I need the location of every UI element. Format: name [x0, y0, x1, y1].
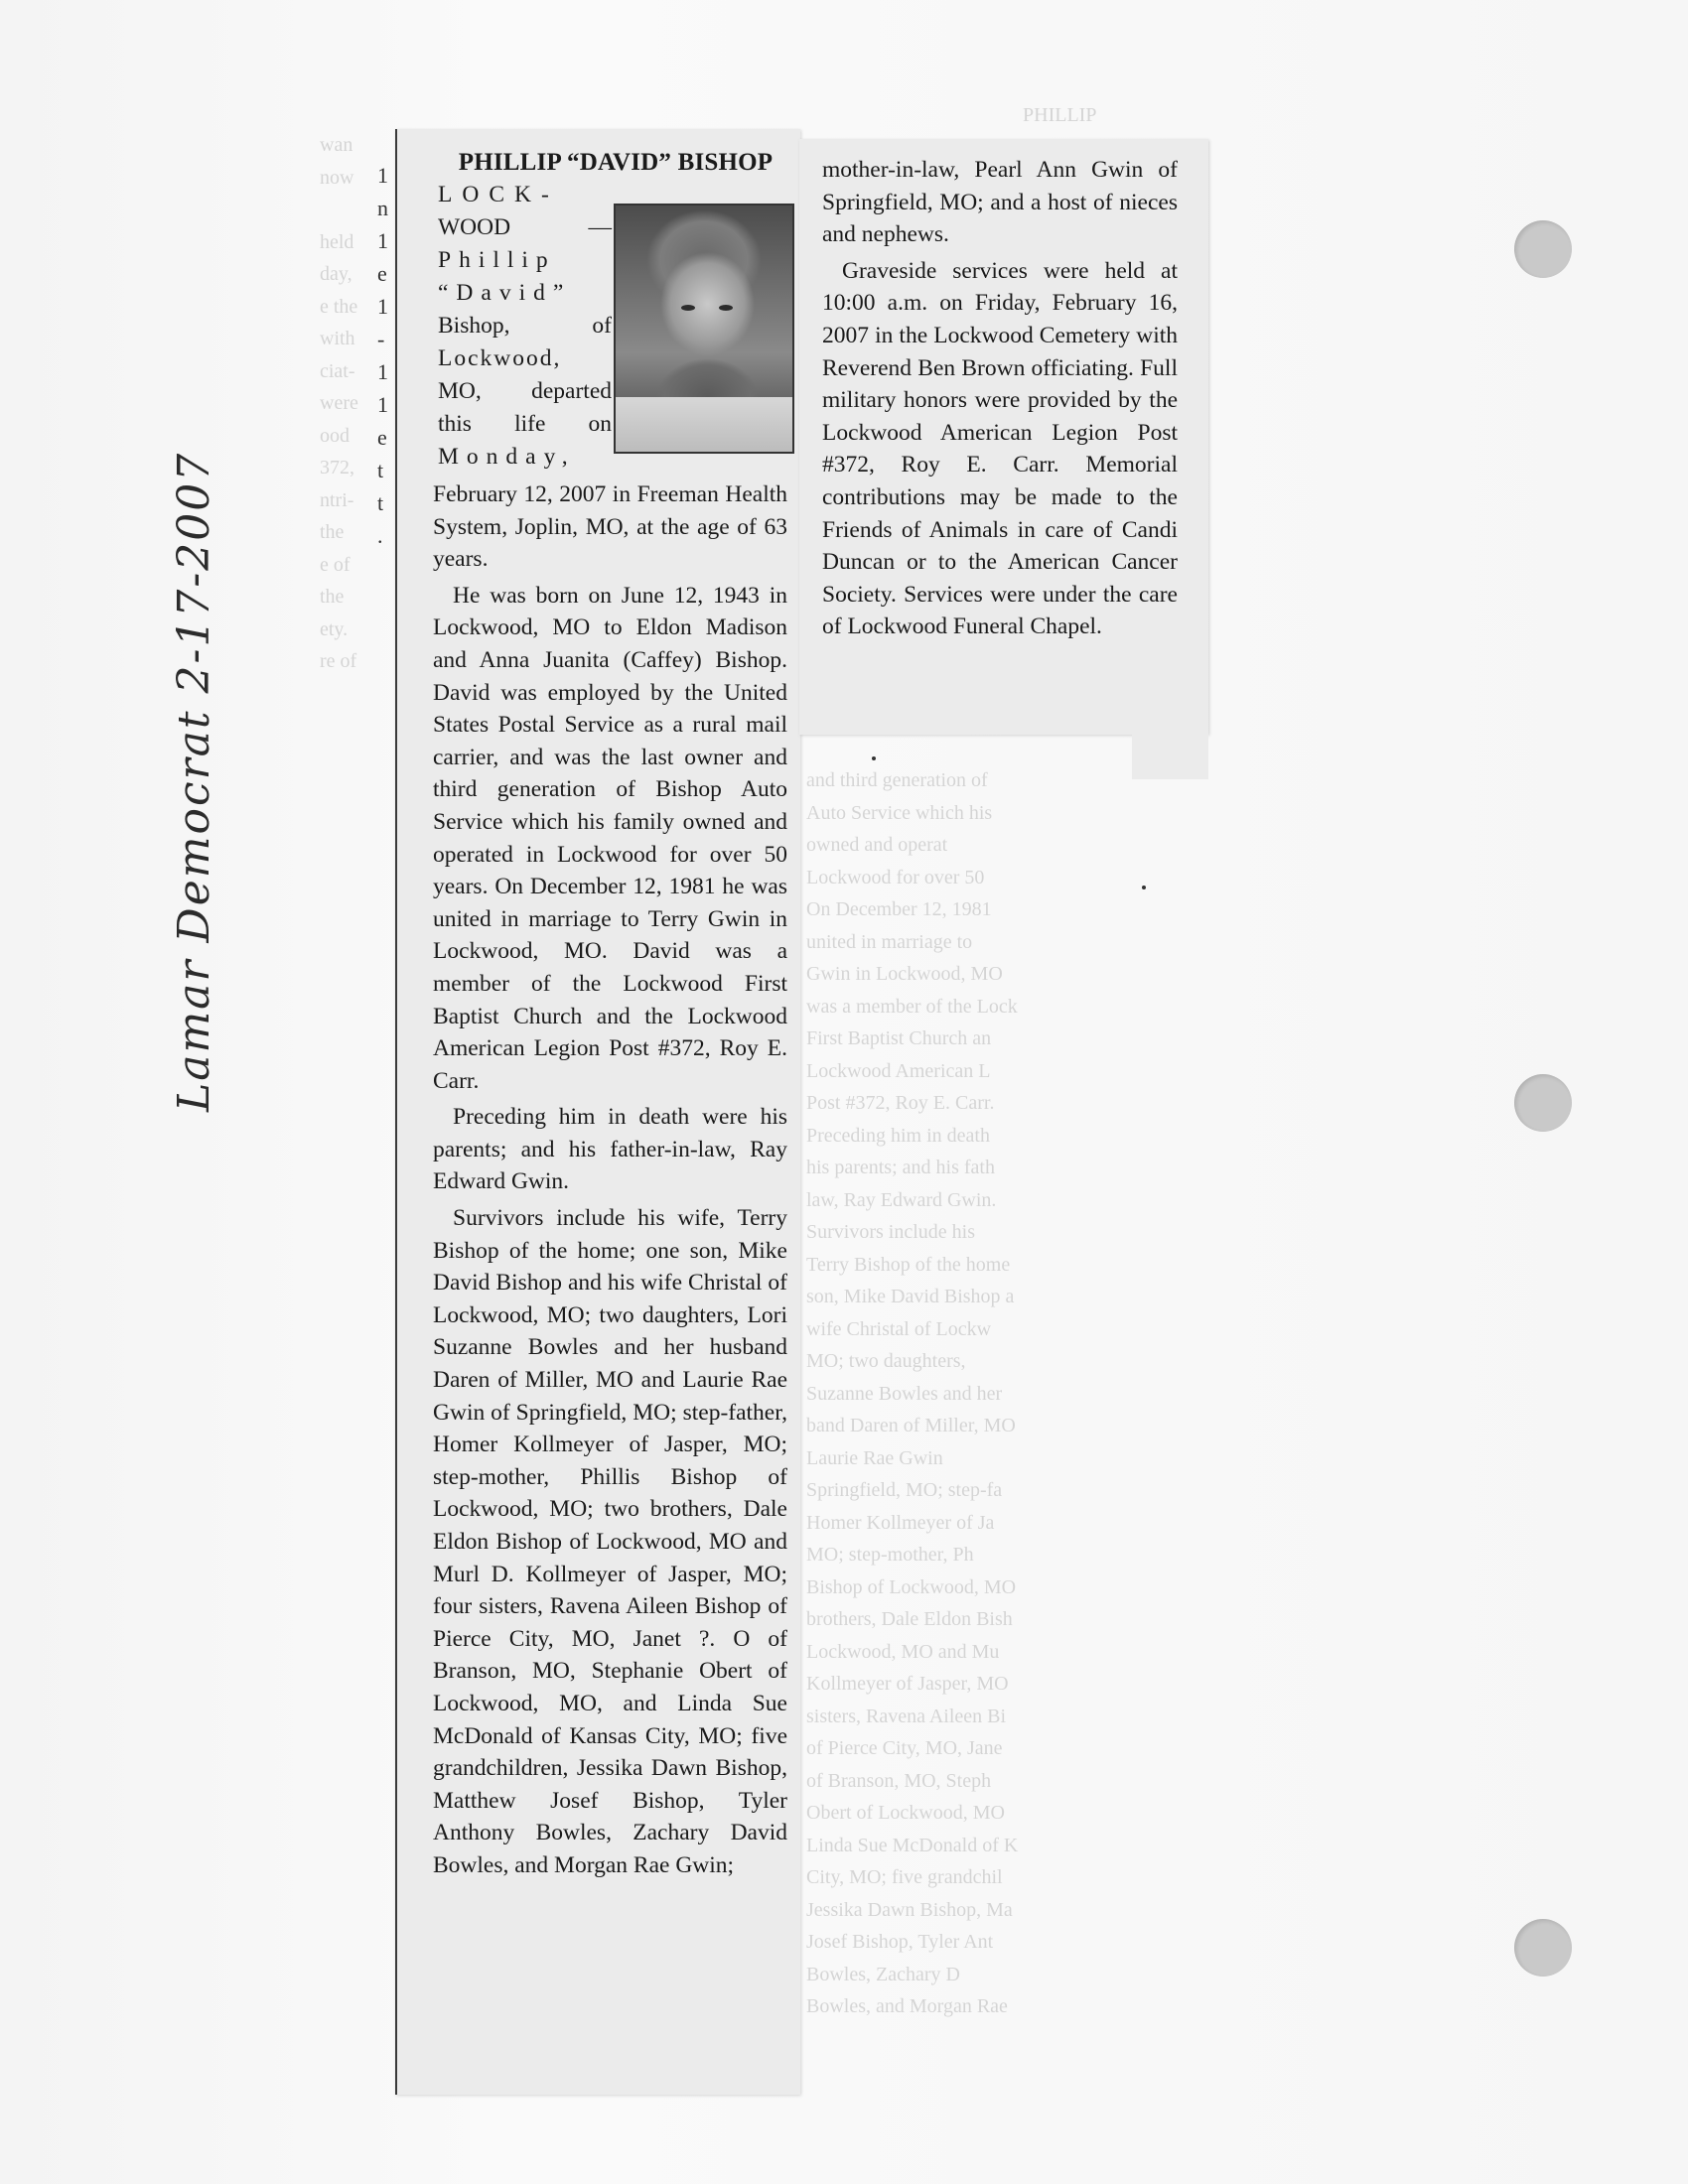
- dust-speck: [872, 756, 876, 760]
- intro-line: WOOD —: [438, 214, 612, 240]
- paragraph-biography: He was born on June 12, 1943 in Lockwood, MO to Eldon Madison and Anna Juanita (Caffey) Bishop. David was employed by the United States Postal Service as a rural mail carrier, and was the last owner and third generation of Bishop Auto Service which his family owned and operated in Lockwood for over 50 years. On December 12, 1981 he was united in marriage to Terry Gwin in Lockwood, MO. David was a member of the Lockwood First Baptist Church and the Lockwood American Legion Post #372, Roy E. Carr.: [433, 582, 787, 1094]
- intro-line: MO, departed: [438, 378, 612, 404]
- bleed-through-top: PHILLIP: [1023, 104, 1097, 126]
- portrait-photo: [614, 204, 794, 454]
- bleed-through-right: and third generation of Auto Service which his owned and operat Lockwood for over 50 On December 12, 1981 united in marriage to Gwin in Lockwood, MO was a member of the Lock First Baptist Church an Lockwood American L Post #372, Roy E. Carr. Preceding him in death his parents; and his fath law, Ray Edward Gwin. Survivors include his Terry Bishop of the home son, Mike David Bishop a wife Christal of Lockw MO; two daughters, Suzanne Bowles and her band Daren of Miller, MO Laurie Rae Gwin Springfield, MO; step-fa Homer Kollmeyer of Ja MO; step-mother, Ph Bishop of Lockwood, MO brothers, Dale Eldon Bish Lockwood, MO and Mu Kollmeyer of Jasper, MO sisters, Ravena Aileen Bi of Pierce City, MO, Jane of Branson, MO, Steph Obert of Lockwood, MO Linda Sue McDonald of K City, MO; five grandchil Jessika Dawn Bishop, Ma Josef Bishop, Tyler Ant Bowles, Zachary D Bowles, and Morgan Rae: [806, 769, 1019, 2017]
- intro-line: Lockwood,: [438, 345, 562, 371]
- right-column-body: [822, 154, 1178, 643]
- paragraph-death: February 12, 2007 in Freeman Health System, Joplin, MO, at the age of 63 years.: [433, 481, 787, 573]
- paragraph-survivors-cont: mother-in-law, Pearl Ann Gwin of Springfield, MO; and a host of nieces and nephews.: [822, 157, 1178, 248]
- punch-hole-middle: [1514, 1074, 1572, 1132]
- dust-speck: [1142, 886, 1146, 889]
- bleed-through-left: wan now held day, e the with ciat- were ood 372, ntri- the e of the ety. re of: [320, 134, 358, 672]
- photo-detail: [719, 305, 733, 311]
- clipping-right-tail: [1132, 735, 1208, 779]
- paragraph-survivors: Survivors include his wife, Terry Bishop of the home; one son, Mike David Bishop and his wife Christal of Lockwood, MO; two daughters, Lori Suzanne Bowles and her husband Daren of Miller, MO and Laurie Rae Gwin of Springfield, MO; step-father, Homer Kollmeyer of Jasper, MO; step-mother, Phillis Bishop of Lockwood, MO; two brothers, Dale Eldon Bishop of Lockwood, MO and Murl D. Kollmeyer of Jasper, MO; four sisters, Ravena Aileen Bishop of Pierce City, MO, Janet ?. O of Branson, MO, Stephanie Obert of Lockwood, MO, and Linda Sue McDonald of Kansas City, MO; five grandchildren, Jessika Dawn Bishop, Matthew Josef Bishop, Tyler Anthony Bowles, Zachary David Bowles, and Morgan Rae Gwin;: [433, 1205, 787, 1878]
- margin-fragments: 1 n 1 e 1 - 1 1 e t t .: [377, 163, 388, 548]
- punch-hole-bottom: [1514, 1919, 1572, 1977]
- left-column-body: [433, 478, 787, 1882]
- handwritten-source-note: Lamar Democrat 2-17-2007: [169, 451, 219, 1112]
- intro-lines: [438, 179, 612, 474]
- intro-line: “David”: [438, 280, 572, 306]
- paragraph-preceded: Preceding him in death were his parents; and his father-in-law, Ray Edward Gwin.: [433, 1104, 787, 1195]
- obituary-headline: PHILLIP “DAVID” BISHOP: [458, 149, 774, 176]
- intro-line: Phillip: [438, 247, 556, 273]
- intro-line: Bishop, of: [438, 313, 612, 339]
- intro-line: Monday,: [438, 444, 576, 470]
- punch-hole-top: [1514, 220, 1572, 278]
- paragraph-services: Graveside services were held at 10:00 a.m. on Friday, February 16, 2007 in the Lockwood Cemetery with Reverend Ben Brown officiating. Full military honors were provided by the Lockwood American Legion Post #372, Roy E. Carr. Memorial contributions may be made to the Friends of Animals in care of Candi Duncan or to the American Cancer Society. Services were under the care of Lockwood Funeral Chapel.: [822, 257, 1178, 640]
- intro-line: LOCK-: [438, 182, 559, 207]
- photo-detail: [681, 305, 695, 311]
- intro-line: this life on: [438, 411, 612, 437]
- photo-detail: [616, 397, 792, 452]
